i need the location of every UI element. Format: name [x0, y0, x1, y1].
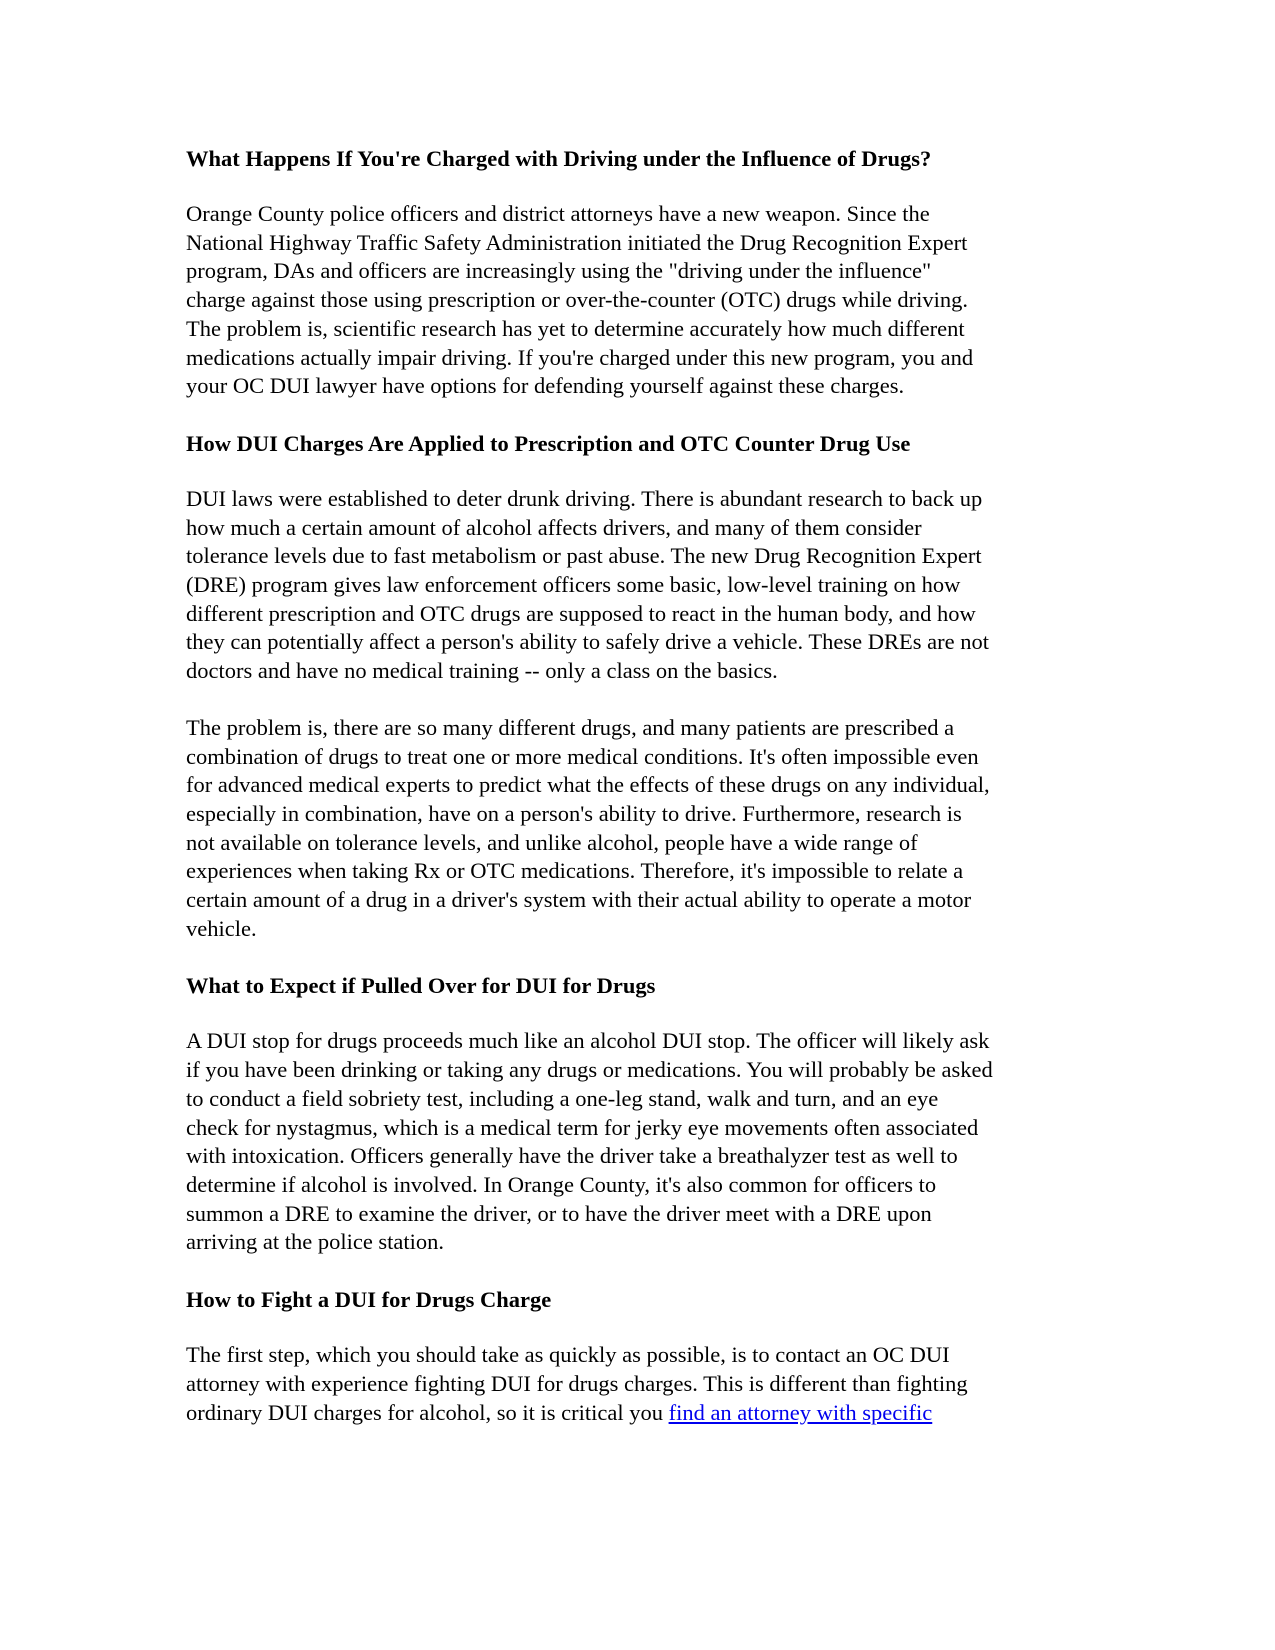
- attorney-link[interactable]: find an attorney with specific: [668, 1399, 933, 1425]
- section-heading: What to Expect if Pulled Over for DUI for Drugs: [186, 973, 656, 999]
- text-line: charge against those using prescription or over-the-counter (OTC) drugs while driving.: [186, 287, 969, 313]
- text-line: DUI laws were established to deter drunk driving. There is abundant research to back up: [186, 485, 983, 511]
- section-heading: How to Fight a DUI for Drugs Charge: [186, 1287, 552, 1313]
- document-page: [186, 144, 1086, 1455]
- paragraph: [186, 485, 1086, 686]
- text-line: Orange County police officers and district attorneys have a new weapon. Since the: [186, 201, 930, 226]
- text-line: with intoxication. Officers generally have the driver take a breathalyzer test as well to: [186, 1143, 958, 1169]
- text-line: doctors and have no medical training -- only a class on the basics.: [186, 658, 778, 684]
- text-line: if you have been drinking or taking any drugs or medications. You will probably be asked: [186, 1057, 993, 1083]
- text-line: your OC DUI lawyer have options for defending yourself against these charges.: [186, 373, 905, 399]
- text-line: National Highway Traffic Safety Administration initiated the Drug Recognition Expert: [186, 229, 968, 255]
- text-line: not available on tolerance levels, and unlike alcohol, people have a wide range of: [186, 829, 918, 855]
- text-line: arriving at the police station.: [186, 1229, 445, 1255]
- text-line: medications actually impair driving. If you're charged under this new program, you and: [186, 344, 974, 370]
- text-line: program, DAs and officers are increasingly using the "driving under the influence": [186, 258, 932, 284]
- paragraph: [186, 200, 1086, 401]
- text-line: vehicle.: [186, 915, 257, 941]
- text-line: The problem is, there are so many different drugs, and many patients are prescribed a: [186, 714, 955, 740]
- text-line: A DUI stop for drugs proceeds much like an alcohol DUI stop. The officer will likely ask: [186, 1028, 990, 1054]
- paragraph: [186, 1027, 1086, 1257]
- section-heading: What Happens If You're Charged with Driving under the Influence of Drugs?: [186, 146, 932, 171]
- text-line: (DRE) program gives law enforcement officers some basic, low-level training on how: [186, 572, 961, 598]
- text-line: for advanced medical experts to predict what the effects of these drugs on any individual,: [186, 772, 990, 798]
- text-line: The problem is, scientific research has yet to determine accurately how much different: [186, 315, 965, 341]
- paragraph: [186, 1341, 1086, 1427]
- text-line: The first step, which you should take as quickly as possible, is to contact an OC DUI: [186, 1342, 950, 1368]
- text-line: how much a certain amount of alcohol affects drivers, and many of them consider: [186, 514, 922, 540]
- section-heading: How DUI Charges Are Applied to Prescription and OTC Counter Drug Use: [186, 430, 911, 456]
- text-line: check for nystagmus, which is a medical term for jerky eye movements often associated: [186, 1114, 979, 1140]
- text-line: different prescription and OTC drugs are supposed to react in the human body, and how: [186, 600, 976, 626]
- paragraph: [186, 714, 1086, 944]
- text-line: determine if alcohol is involved. In Orange County, it's also common for officers to: [186, 1171, 937, 1197]
- text-line: to conduct a field sobriety test, including a one-leg stand, walk and turn, and an eye: [186, 1085, 939, 1111]
- text-segment: ordinary DUI charges for alcohol, so it is critical you: [186, 1399, 669, 1425]
- text-line: summon a DRE to examine the driver, or to have the driver meet with a DRE upon: [186, 1200, 932, 1226]
- text-line: tolerance levels due to fast metabolism or past abuse. The new Drug Recognition Expert: [186, 543, 982, 569]
- text-line: they can potentially affect a person's ability to safely drive a vehicle. These DREs are not: [186, 629, 989, 655]
- text-line: certain amount of a drug in a driver's system with their actual ability to operate a motor: [186, 887, 972, 913]
- text-line: experiences when taking Rx or OTC medications. Therefore, it's impossible to relate a: [186, 858, 964, 884]
- text-line: attorney with experience fighting DUI for drugs charges. This is different than fighting: [186, 1370, 968, 1396]
- text-line-with-link: [186, 1399, 1086, 1428]
- text-line: combination of drugs to treat one or more medical conditions. It's often impossible even: [186, 743, 979, 769]
- text-line: especially in combination, have on a person's ability to drive. Furthermore, research is: [186, 800, 962, 826]
